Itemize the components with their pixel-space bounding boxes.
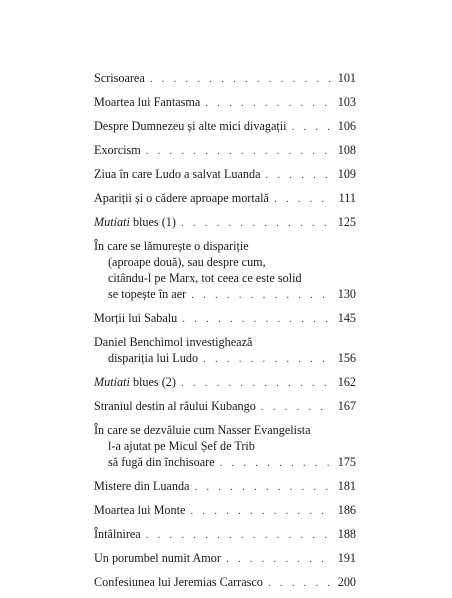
toc-entry-title: Despre Dumnezeu și alte mici divagații bbox=[94, 119, 287, 133]
toc-line-continuation bbox=[94, 270, 356, 286]
toc-entry-title: se topește în aer bbox=[108, 287, 187, 301]
toc-line bbox=[94, 310, 356, 327]
toc-entry[interactable] bbox=[94, 478, 356, 495]
toc-line bbox=[94, 94, 356, 111]
table-of-contents bbox=[94, 70, 356, 598]
toc-line bbox=[94, 166, 356, 183]
toc-entry-title: Confesiunea lui Jeremias Carrasco bbox=[94, 575, 263, 589]
toc-entry[interactable] bbox=[94, 502, 356, 519]
toc-entry[interactable] bbox=[94, 374, 356, 391]
toc-entry[interactable] bbox=[94, 334, 356, 367]
toc-page-number: 188 bbox=[337, 527, 356, 541]
dot-leader bbox=[181, 375, 332, 391]
toc-page-number: 109 bbox=[337, 167, 356, 181]
toc-page-number: 175 bbox=[337, 455, 356, 469]
dot-leader bbox=[274, 191, 332, 207]
toc-entry[interactable] bbox=[94, 70, 356, 87]
toc-entry-title bbox=[94, 214, 176, 230]
dot-leader bbox=[205, 95, 332, 111]
toc-entry-title: Exorcism bbox=[94, 143, 141, 157]
toc-entry[interactable] bbox=[94, 574, 356, 591]
toc-entry-title: Mistere din Luanda bbox=[94, 479, 190, 493]
toc-line-continuation bbox=[94, 254, 356, 270]
toc-entry-title: (aproape două), sau despre cum, bbox=[108, 255, 266, 269]
toc-line bbox=[94, 214, 356, 231]
toc-entry-title: Daniel Benchimol investighează bbox=[94, 335, 253, 349]
toc-entry[interactable] bbox=[94, 526, 356, 543]
toc-line bbox=[94, 422, 356, 438]
toc-entry[interactable] bbox=[94, 310, 356, 327]
dot-leader bbox=[203, 351, 332, 367]
toc-page-number: 101 bbox=[337, 71, 356, 85]
toc-entry-title: Apariții și o cădere aproape mortală bbox=[94, 191, 269, 205]
toc-line bbox=[94, 190, 356, 207]
toc-entry[interactable] bbox=[94, 422, 356, 471]
toc-entry[interactable] bbox=[94, 94, 356, 111]
dot-leader bbox=[261, 399, 332, 415]
toc-page-number: 103 bbox=[337, 95, 356, 109]
toc-line bbox=[94, 478, 356, 495]
dot-leader bbox=[146, 527, 332, 543]
toc-entry-title: În care se lămurește o dispariție bbox=[94, 239, 249, 253]
toc-page-number: 167 bbox=[337, 399, 356, 413]
toc-entry-title: Moartea lui Monte bbox=[94, 503, 186, 517]
toc-line bbox=[94, 502, 356, 519]
toc-line bbox=[94, 70, 356, 87]
toc-entry-title bbox=[94, 374, 176, 390]
dot-leader bbox=[268, 575, 332, 591]
toc-page-number: 111 bbox=[338, 191, 356, 205]
toc-line bbox=[94, 398, 356, 415]
toc-entry-title: În care se dezvăluie cum Nasser Evangelista bbox=[94, 423, 311, 437]
dot-leader bbox=[191, 287, 332, 303]
dot-leader bbox=[181, 215, 332, 231]
toc-entry-title: Morții lui Sabalu bbox=[94, 311, 178, 325]
toc-entry-title: Un porumbel numit Amor bbox=[94, 551, 221, 565]
dot-leader bbox=[220, 455, 332, 471]
toc-entry[interactable] bbox=[94, 118, 356, 135]
toc-entry[interactable] bbox=[94, 398, 356, 415]
dot-leader bbox=[150, 71, 332, 87]
toc-page-number: 106 bbox=[337, 119, 356, 133]
toc-page-number: 200 bbox=[337, 575, 356, 589]
toc-line bbox=[94, 574, 356, 591]
dot-leader bbox=[194, 479, 332, 495]
toc-page-number: 181 bbox=[337, 479, 356, 493]
toc-line bbox=[94, 374, 356, 391]
dot-leader bbox=[226, 551, 332, 567]
toc-entry-title: Scrisoarea bbox=[94, 71, 145, 85]
toc-entry[interactable] bbox=[94, 142, 356, 159]
toc-page-number: 186 bbox=[337, 503, 356, 517]
toc-entry[interactable] bbox=[94, 166, 356, 183]
toc-page-number: 130 bbox=[337, 287, 356, 301]
toc-line-continuation bbox=[94, 438, 356, 454]
toc-entry-title: l-a ajutat pe Micul Șef de Trib bbox=[108, 439, 255, 453]
toc-entry-title-italic: Mutiati bbox=[94, 375, 130, 389]
toc-entry-title: dispariția lui Ludo bbox=[108, 351, 199, 365]
toc-entry-title: Moartea lui Fantasma bbox=[94, 95, 201, 109]
toc-entry-title-italic: Mutiati bbox=[94, 215, 130, 229]
toc-page-number: 162 bbox=[337, 375, 356, 389]
toc-entry[interactable] bbox=[94, 238, 356, 303]
toc-page-number: 156 bbox=[337, 351, 356, 365]
toc-page-number: 145 bbox=[337, 311, 356, 325]
toc-entry-title-rest: blues (2) bbox=[129, 375, 176, 389]
toc-entry-title: să fugă din închisoare bbox=[108, 455, 215, 469]
toc-entry-title: Ziua în care Ludo a salvat Luanda bbox=[94, 167, 261, 181]
toc-line-continuation bbox=[94, 286, 356, 303]
toc-page-number: 191 bbox=[337, 551, 356, 565]
toc-entry-title: Straniul destin al râului Kubango bbox=[94, 399, 256, 413]
dot-leader bbox=[182, 311, 332, 327]
toc-entry-title: Întâlnirea bbox=[94, 527, 141, 541]
toc-line-continuation bbox=[94, 350, 356, 367]
toc-entry[interactable] bbox=[94, 214, 356, 231]
dot-leader bbox=[292, 119, 332, 135]
toc-line bbox=[94, 238, 356, 254]
toc-entry[interactable] bbox=[94, 550, 356, 567]
toc-line bbox=[94, 118, 356, 135]
dot-leader bbox=[266, 167, 333, 183]
toc-line bbox=[94, 526, 356, 543]
toc-line bbox=[94, 142, 356, 159]
toc-line bbox=[94, 550, 356, 567]
toc-line-continuation bbox=[94, 454, 356, 471]
toc-entry-title: citându-l pe Marx, tot ceea ce este solid bbox=[108, 271, 302, 285]
dot-leader bbox=[146, 143, 332, 159]
dot-leader bbox=[190, 503, 332, 519]
toc-page-number: 108 bbox=[337, 143, 356, 157]
toc-line bbox=[94, 334, 356, 350]
toc-entry-title-rest: blues (1) bbox=[129, 215, 176, 229]
toc-entry[interactable] bbox=[94, 190, 356, 207]
toc-page-number: 125 bbox=[337, 215, 356, 229]
